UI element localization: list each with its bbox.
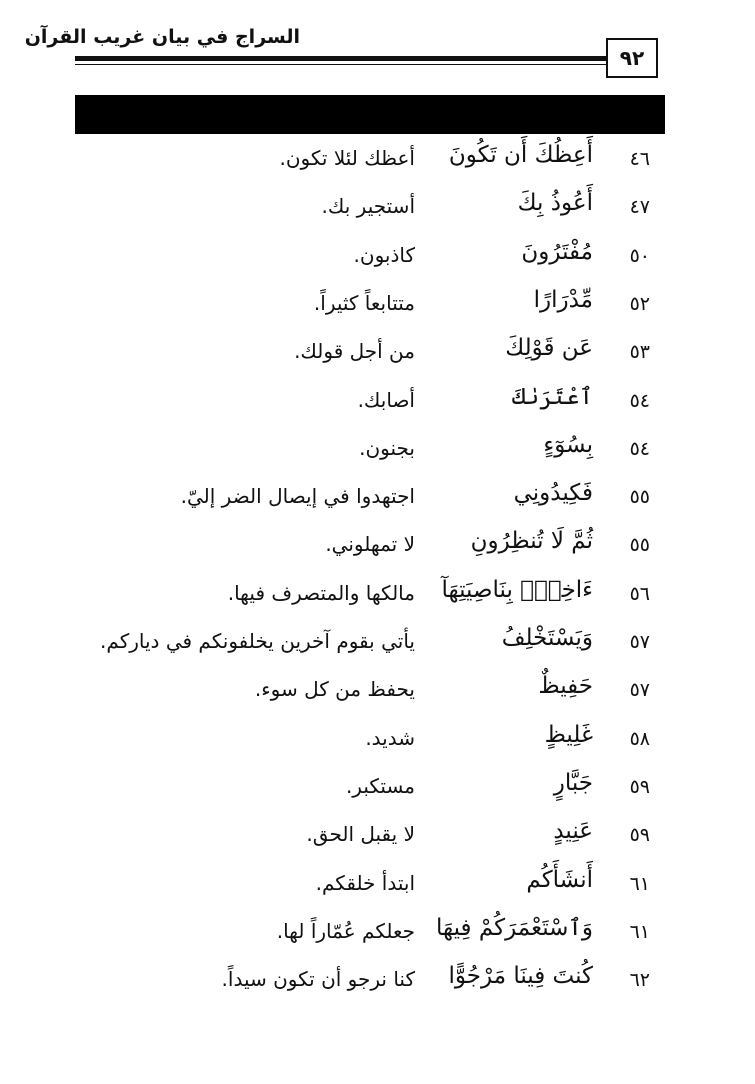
quran-word: وَٱسْتَعْمَرَكُمْ فِيهَا (436, 914, 593, 941)
word-meaning: كنا نرجو أن تكون سيداً. (221, 967, 415, 992)
quran-word: فَكِيدُونِي (513, 480, 593, 507)
glossary-entry (0, 816, 755, 862)
word-meaning: مالكها والمتصرف فيها. (227, 580, 415, 605)
verse-number: ٥٩ (629, 775, 650, 798)
page-number: ٩٢ (606, 38, 658, 78)
header-rule-thick (75, 56, 607, 61)
word-meaning: مستكبر. (345, 773, 415, 798)
quran-word: غَلِيظٍ (544, 721, 593, 748)
header-rule-thin (75, 64, 607, 65)
word-meaning: من أجل قولك. (294, 339, 415, 364)
black-band (75, 95, 665, 134)
glossary-entry (0, 382, 755, 428)
verse-number: ٤٧ (629, 196, 650, 219)
verse-number: ٥٣ (629, 341, 650, 364)
verse-number: ٥٩ (629, 824, 650, 847)
verse-number: ٥٨ (629, 727, 650, 750)
word-meaning: متتابعاً كثيراً. (313, 290, 415, 315)
quran-word: ثُمَّ لَا تُنظِرُونِ (470, 528, 593, 555)
glossary-entry (0, 623, 755, 669)
glossary-entry (0, 720, 755, 766)
verse-number: ٦١ (629, 920, 650, 943)
word-meaning: كاذبون. (353, 242, 415, 267)
word-meaning: لا يقبل الحق. (306, 822, 415, 847)
glossary-entry (0, 430, 755, 476)
quran-word: بِسُوٓءٍ (543, 431, 593, 458)
word-meaning: شديد. (365, 725, 415, 750)
glossary-entry (0, 188, 755, 234)
glossary-entry (0, 478, 755, 524)
quran-word: عَن قَوْلِكَ (505, 335, 593, 362)
verse-number: ٤٦ (629, 148, 650, 170)
quran-word: وَيَسْتَخْلِفُ (501, 625, 593, 651)
quran-word: ءَاخِذُۢ بِنَاصِيَتِهَآ (441, 576, 593, 603)
verse-number: ٥٤ (629, 389, 650, 412)
verse-number: ٥٦ (629, 582, 650, 605)
word-meaning: يأتي بقوم آخرين يخلفونكم في دياركم. (100, 629, 415, 653)
book-title: السراج في بيان غريب القرآن (24, 26, 300, 48)
word-meaning: أعظك لئلا تكون. (279, 146, 415, 170)
word-meaning: اجتهدوا في إيصال الضر إليّ. (180, 484, 415, 509)
glossary-entry (0, 575, 755, 621)
glossary-entry (0, 865, 755, 911)
word-meaning: أصابك. (357, 387, 415, 412)
glossary-entry (0, 768, 755, 814)
glossary-entry (0, 285, 755, 331)
word-meaning: لا تمهلوني. (325, 532, 415, 557)
verse-number: ٥٢ (629, 292, 650, 315)
quran-word: مِّدْرَارًا (533, 286, 593, 313)
quran-word: أَعُوذُ بِكَ (517, 190, 593, 217)
glossary-entry (0, 961, 755, 1007)
word-meaning: أستجير بك. (321, 194, 415, 219)
word-meaning: بجنون. (359, 435, 415, 460)
verse-number: ٥٧ (629, 679, 650, 702)
verse-number: ٥٠ (629, 244, 650, 267)
glossary-entry (0, 913, 755, 959)
glossary-entry (0, 140, 755, 186)
quran-word: حَفِيظٌ (538, 673, 593, 700)
verse-number: ٦١ (629, 872, 650, 895)
glossary-entry (0, 526, 755, 572)
verse-number: ٥٥ (629, 486, 650, 509)
verse-number: ٥٤ (629, 437, 650, 460)
verse-number: ٥٥ (629, 534, 650, 557)
quran-word: جَبَّارٍ (553, 769, 593, 796)
word-meaning: ابتدأ خلقكم. (315, 870, 415, 895)
quran-word: كُنتَ فِينَا مَرْجُوًّا (448, 963, 593, 990)
quran-word: أَعِظُكَ أَن تَكُونَ (448, 142, 593, 168)
glossary-entry (0, 671, 755, 717)
verse-number: ٦٢ (629, 969, 650, 992)
glossary-entry (0, 333, 755, 379)
quran-word: عَنِيدٍ (553, 818, 593, 845)
word-meaning: يحفظ من كل سوء. (254, 677, 415, 702)
glossary-entry (0, 237, 755, 283)
quran-word: ٱعْتَرَىٰكَ (512, 383, 593, 410)
word-meaning: جعلكم عُمّاراً لها. (276, 918, 415, 943)
quran-word: مُفْتَرُونَ (521, 238, 593, 265)
verse-number: ٥٧ (629, 631, 650, 653)
quran-word: أَنشَأَكُم (526, 866, 593, 893)
